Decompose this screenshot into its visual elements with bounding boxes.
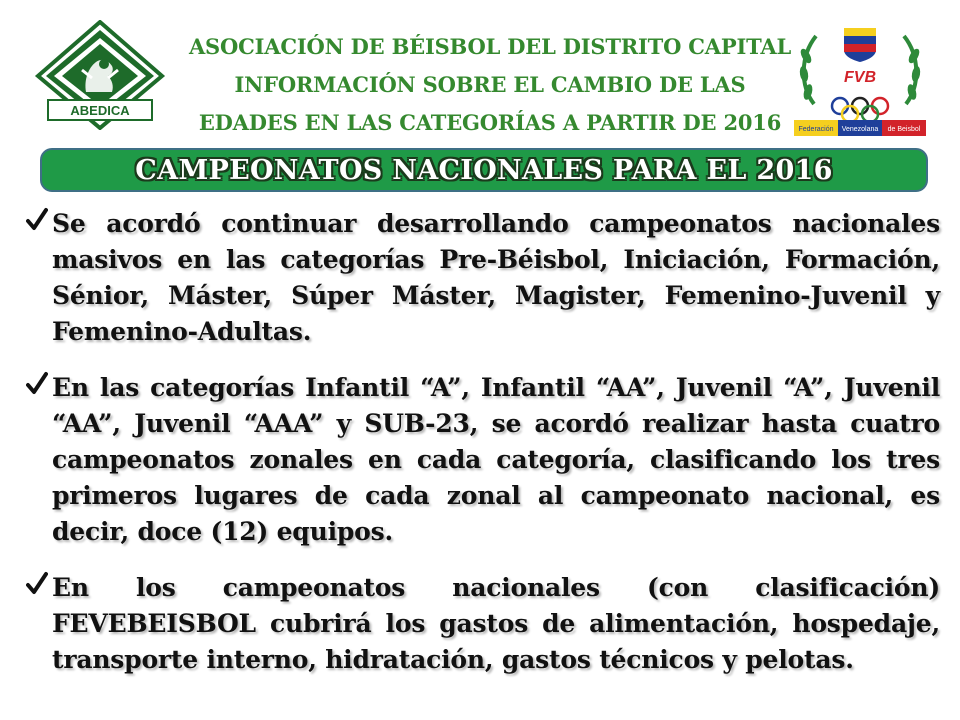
fvb-logo — [792, 16, 928, 140]
checkmark-icon — [26, 207, 48, 233]
abedica-logo-text: ABEDICA — [70, 103, 130, 118]
header-title-line: EDADES EN LAS CATEGORÍAS A PARTIR DE 2016 — [198, 110, 782, 135]
checkmark-icon — [26, 571, 48, 597]
header-title-line: ASOCIACIÓN DE BÉISBOL DEL DISTRITO CAPITAL — [188, 34, 792, 59]
bullet-text: Se acordó continuar desarrollando campeonatos nacionales masivos en las categorías Pre-Béisbol, Iniciación, Formación, Sénior, Máster, Súper Máster, Magister, Femenino-Juvenil y Femenino-Adultas. — [52, 209, 940, 346]
list-item — [20, 370, 940, 550]
fvb-initials: FVB — [844, 69, 876, 86]
bullet-text: En los campeonatos nacionales (con clasificación) FEVEBEISBOL cubrirá los gastos de alimentación, hospedaje, transporte interno, hidratación, gastos técnicos y pelotas. — [52, 573, 940, 674]
header-title-line: INFORMACIÓN SOBRE EL CAMBIO DE LAS — [234, 72, 746, 97]
bullet-text: En las categorías Infantil “A”, Infantil “AA”, Juvenil “A”, Juvenil “AA”, Juvenil “AAA” y SUB-23, se acordó realizar hasta cuatro campeonatos zonales en cada categoría, clasificando los tres primeros lugares de cada zonal al campeonato nacional, es decir, doce (12) equipos. — [52, 373, 940, 546]
header-title — [170, 28, 810, 142]
list-item — [20, 206, 940, 350]
bullet-list — [20, 206, 940, 698]
list-item — [20, 570, 940, 678]
fvb-ribbon-word: de Beisbol — [887, 126, 921, 133]
section-banner — [40, 148, 928, 192]
fvb-ribbon-word: Federación — [798, 126, 834, 133]
abedica-logo — [34, 20, 166, 130]
fvb-ribbon-word: Venezolana — [841, 126, 879, 133]
banner-title: CAMPEONATOS NACIONALES PARA EL 2016 — [135, 154, 833, 186]
checkmark-icon — [26, 371, 48, 397]
